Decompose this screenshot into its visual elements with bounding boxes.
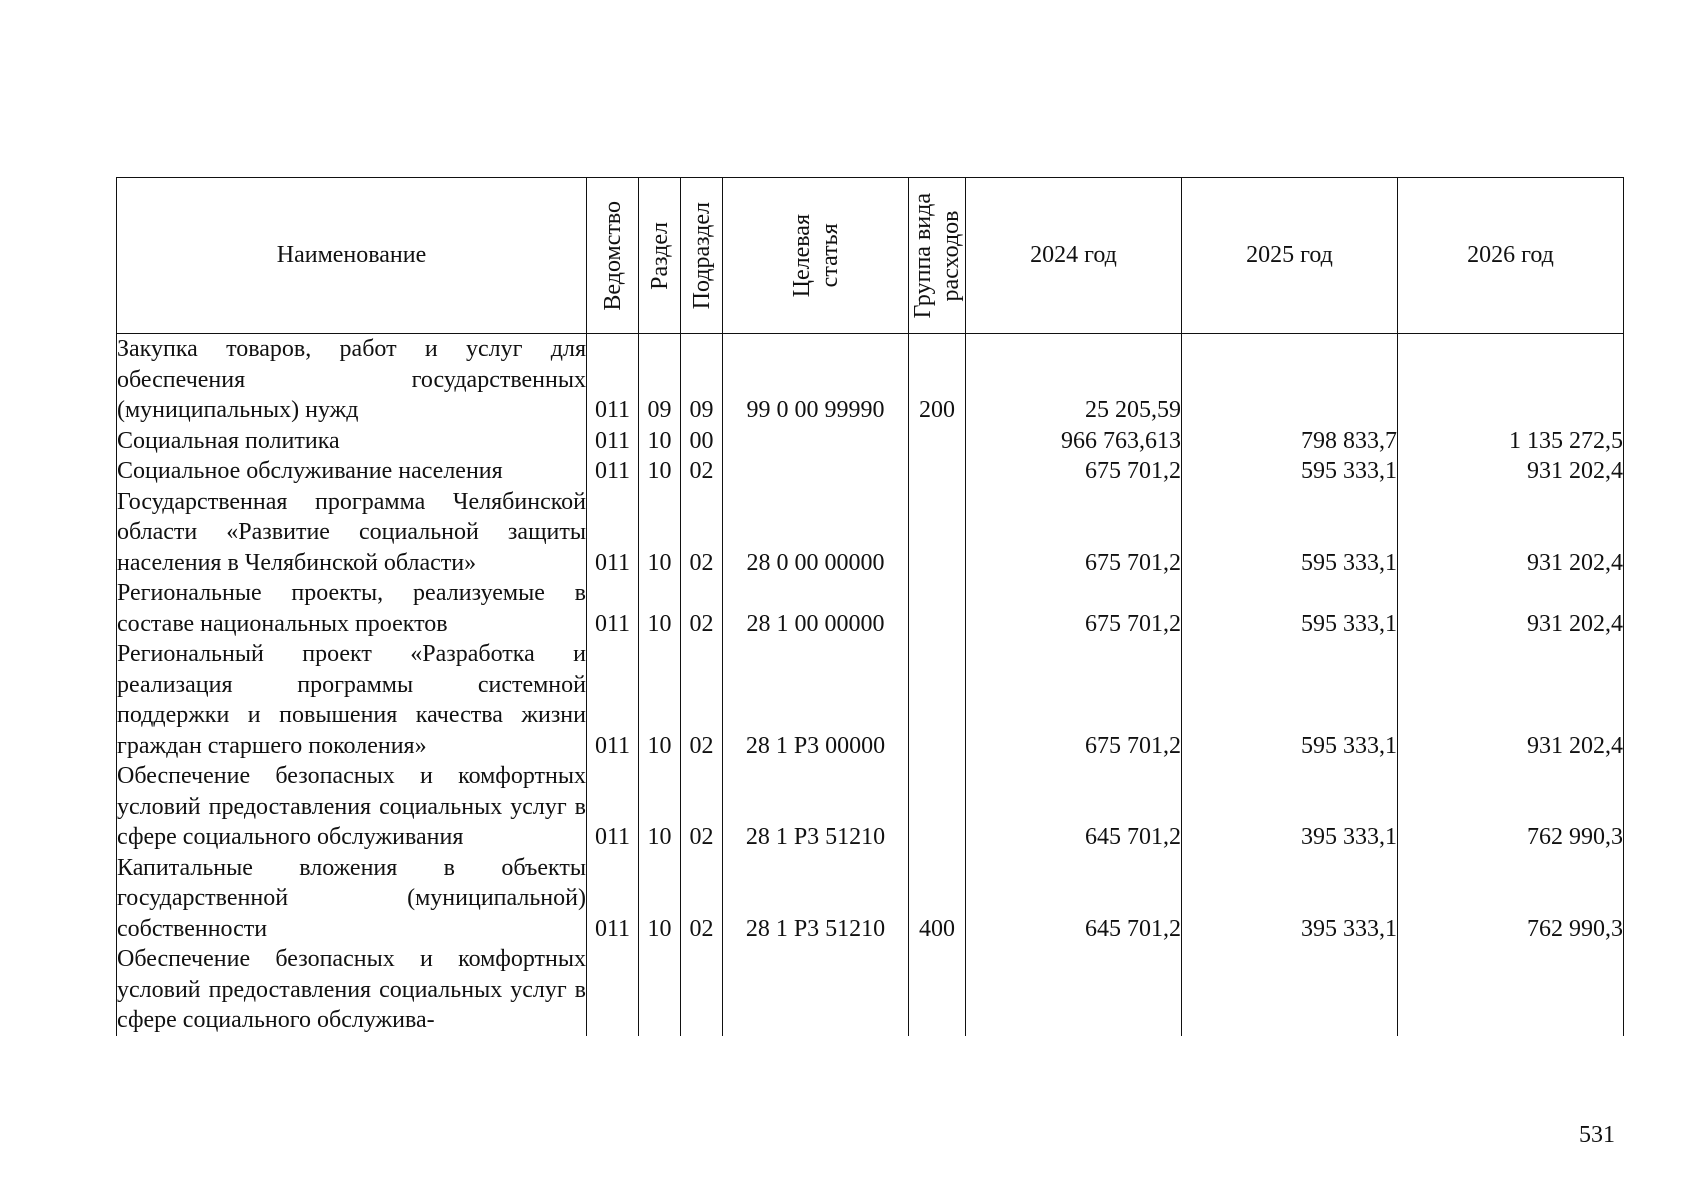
table-body: [117, 334, 1624, 1036]
cell-dept: 011: [587, 853, 639, 945]
cell-name: Региональные проекты, реализуемые в составе национальных проектов: [117, 578, 587, 639]
cell-dept: 011: [587, 426, 639, 457]
cell-y2025: [1182, 944, 1398, 1036]
table-row: [117, 761, 1624, 853]
cell-dept: 011: [587, 334, 639, 426]
cell-subsection: 02: [681, 487, 723, 579]
cell-y2026: [1398, 944, 1624, 1036]
budget-table: [116, 177, 1624, 1036]
header-dept: Ведомство: [587, 178, 639, 334]
cell-subsection: 02: [681, 639, 723, 761]
cell-y2025: 798 833,7: [1182, 426, 1398, 457]
cell-name: Социальная политика: [117, 426, 587, 457]
cell-name: Обеспечение безопасных и комфортных условий предоставления социальных услуг в сфере социального обслуживания: [117, 761, 587, 853]
cell-section: 10: [639, 426, 681, 457]
cell-section: 10: [639, 487, 681, 579]
cell-y2025: [1182, 334, 1398, 426]
table-row: [117, 853, 1624, 945]
cell-dept: 011: [587, 639, 639, 761]
table-header-row: [117, 178, 1624, 334]
cell-target: 99 0 00 99990: [723, 334, 909, 426]
cell-section: 10: [639, 853, 681, 945]
cell-y2026: 762 990,3: [1398, 761, 1624, 853]
cell-y2026: 931 202,4: [1398, 487, 1624, 579]
cell-subsection: [681, 944, 723, 1036]
cell-target: 28 0 00 00000: [723, 487, 909, 579]
cell-y2024: 25 205,59: [966, 334, 1182, 426]
cell-section: 10: [639, 456, 681, 487]
cell-group: 200: [909, 334, 966, 426]
cell-dept: 011: [587, 578, 639, 639]
table-row: [117, 578, 1624, 639]
cell-name: Капитальные вложения в объекты государственной (муниципальной) собственности: [117, 853, 587, 945]
cell-dept: 011: [587, 487, 639, 579]
cell-y2025: 595 333,1: [1182, 456, 1398, 487]
cell-y2026: 762 990,3: [1398, 853, 1624, 945]
page-number: 531: [1579, 1122, 1615, 1148]
cell-y2024: [966, 944, 1182, 1036]
cell-y2024: 675 701,2: [966, 639, 1182, 761]
cell-subsection: 00: [681, 426, 723, 457]
cell-name: Социальное обслуживание населения: [117, 456, 587, 487]
table-row: [117, 426, 1624, 457]
cell-section: 09: [639, 334, 681, 426]
cell-y2025: 395 333,1: [1182, 853, 1398, 945]
cell-y2025: 595 333,1: [1182, 578, 1398, 639]
cell-section: 10: [639, 761, 681, 853]
cell-dept: 011: [587, 761, 639, 853]
cell-y2026: 931 202,4: [1398, 639, 1624, 761]
cell-y2024: 966 763,613: [966, 426, 1182, 457]
cell-name: Государственная программа Челябинской области «Развитие социальной защиты населения в Челябинской области»: [117, 487, 587, 579]
cell-group: [909, 578, 966, 639]
cell-group: 400: [909, 853, 966, 945]
header-exp-group: Группа вида расходов: [909, 178, 966, 334]
cell-subsection: 02: [681, 456, 723, 487]
table-row: [117, 639, 1624, 761]
cell-subsection: 02: [681, 853, 723, 945]
cell-target: 28 1 00 00000: [723, 578, 909, 639]
header-2025: 2025 год: [1182, 178, 1398, 334]
cell-y2025: 595 333,1: [1182, 639, 1398, 761]
cell-target: [723, 944, 909, 1036]
header-2024: 2024 год: [966, 178, 1182, 334]
cell-group: [909, 761, 966, 853]
cell-y2024: 645 701,2: [966, 761, 1182, 853]
cell-name: Региональный проект «Разработка и реализация программы системной поддержки и повышения качества жизни граждан старшего поколения»: [117, 639, 587, 761]
table-row: [117, 944, 1624, 1036]
header-target: Целевая статья: [723, 178, 909, 334]
cell-target: 28 1 Р3 51210: [723, 853, 909, 945]
table-row: [117, 334, 1624, 426]
cell-dept: 011: [587, 456, 639, 487]
cell-y2026: 931 202,4: [1398, 578, 1624, 639]
cell-name: Закупка товаров, работ и услуг для обеспечения государственных (муниципальных) нужд: [117, 334, 587, 426]
cell-target: 28 1 Р3 51210: [723, 761, 909, 853]
table-row: [117, 456, 1624, 487]
cell-y2026: 931 202,4: [1398, 456, 1624, 487]
cell-group: [909, 944, 966, 1036]
cell-subsection: 02: [681, 578, 723, 639]
header-section: Раздел: [639, 178, 681, 334]
cell-group: [909, 487, 966, 579]
cell-name: Обеспечение безопасных и комфортных условий предоставления социальных услуг в сфере социального обслужива-: [117, 944, 587, 1036]
cell-y2026: 1 135 272,5: [1398, 426, 1624, 457]
cell-target: 28 1 Р3 00000: [723, 639, 909, 761]
header-2026: 2026 год: [1398, 178, 1624, 334]
cell-target: [723, 456, 909, 487]
cell-group: [909, 426, 966, 457]
cell-subsection: 09: [681, 334, 723, 426]
cell-group: [909, 639, 966, 761]
table-row: [117, 487, 1624, 579]
cell-dept: [587, 944, 639, 1036]
cell-y2024: 675 701,2: [966, 578, 1182, 639]
cell-y2024: 675 701,2: [966, 456, 1182, 487]
cell-section: [639, 944, 681, 1036]
header-name: Наименование: [117, 178, 587, 334]
cell-subsection: 02: [681, 761, 723, 853]
header-subsection: Подраздел: [681, 178, 723, 334]
cell-y2026: [1398, 334, 1624, 426]
cell-section: 10: [639, 639, 681, 761]
cell-y2024: 645 701,2: [966, 853, 1182, 945]
cell-y2024: 675 701,2: [966, 487, 1182, 579]
cell-y2025: 395 333,1: [1182, 761, 1398, 853]
cell-section: 10: [639, 578, 681, 639]
cell-target: [723, 426, 909, 457]
cell-y2025: 595 333,1: [1182, 487, 1398, 579]
cell-group: [909, 456, 966, 487]
